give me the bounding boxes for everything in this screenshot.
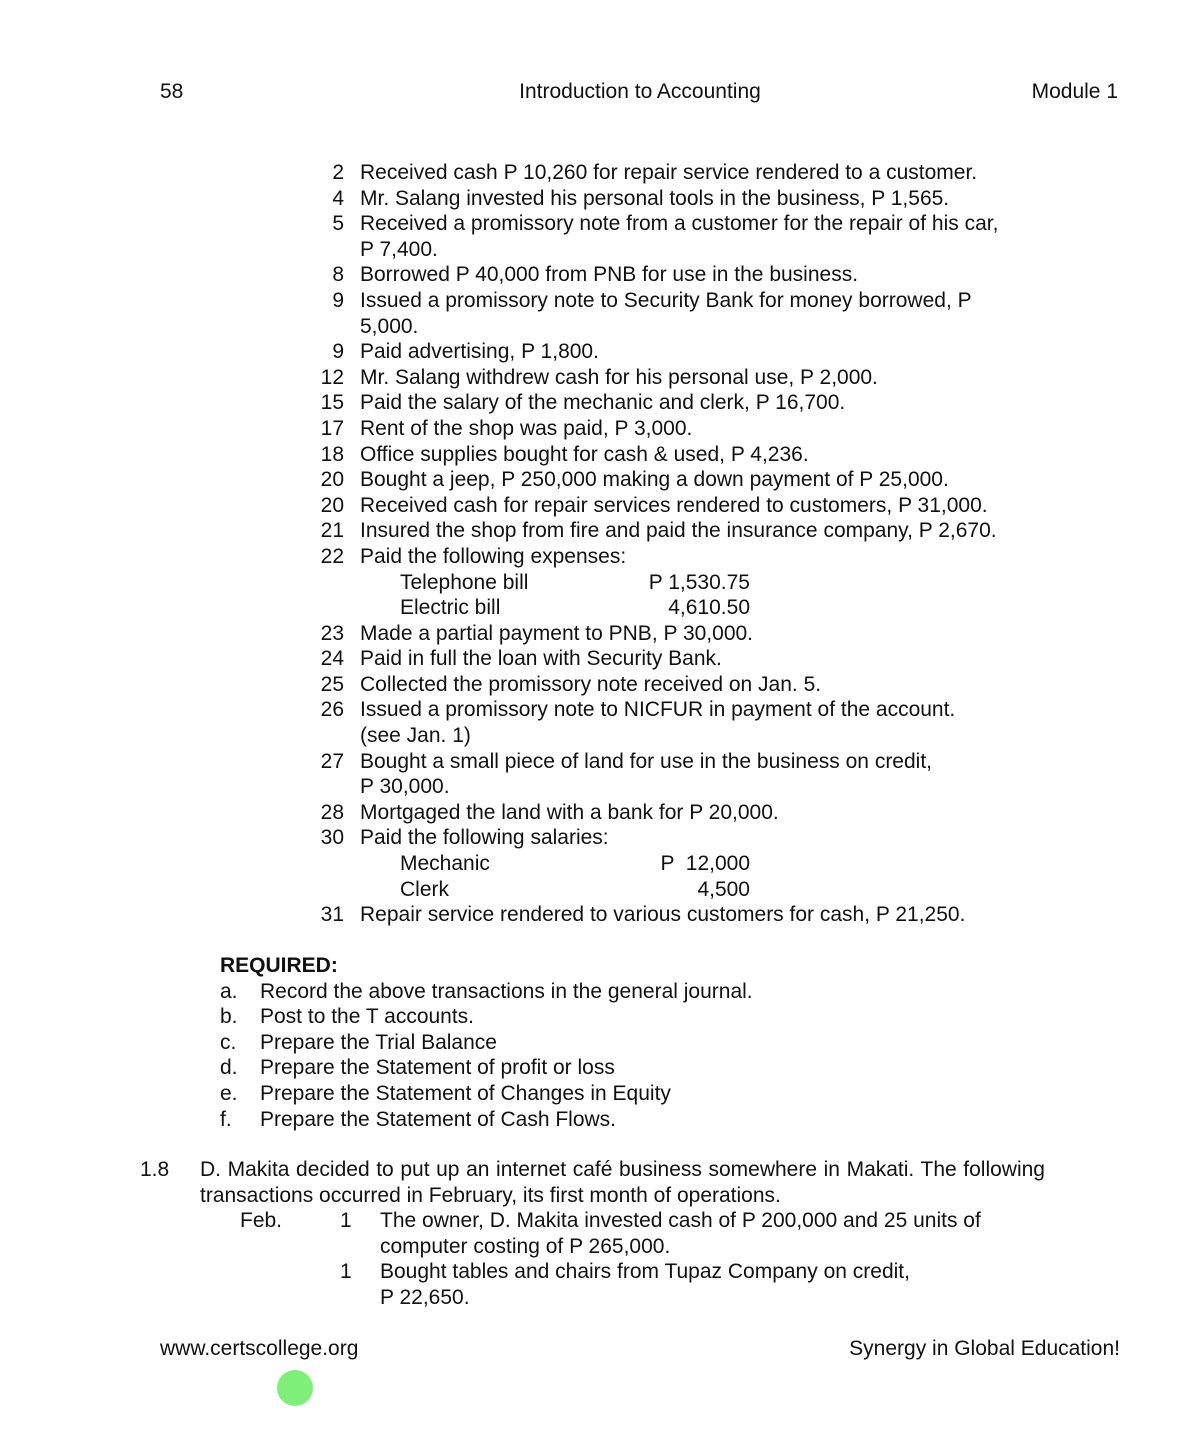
february-entries	[140, 1208, 1045, 1310]
transaction-day: 15	[320, 391, 344, 415]
problem-1-8	[140, 1157, 1045, 1311]
transaction-day: 20	[320, 493, 344, 517]
transaction-text: P 30,000.	[360, 775, 450, 799]
required-marker: b.	[220, 1005, 238, 1029]
expense-line	[400, 570, 1078, 596]
transaction-text: Issued a promissory note to NICFUR in payment of the account.	[360, 698, 956, 722]
entry-month: Feb.	[240, 1209, 283, 1233]
required-marker: d.	[220, 1056, 238, 1080]
page-number: 58	[160, 80, 184, 103]
entry-month	[240, 1234, 340, 1260]
entry-day: 1	[340, 1260, 352, 1284]
transaction-text: Rent of the shop was paid, P 3,000.	[360, 416, 693, 440]
transaction-day: 25	[320, 672, 344, 696]
transaction-text: Received a promissory note from a customer for the repair of his car,	[360, 212, 999, 236]
transaction-row	[318, 416, 1078, 442]
feb-entry-row	[140, 1259, 1045, 1285]
expense-amount: 4,610.50	[668, 596, 750, 620]
transaction-text: Paid in full the loan with Security Bank.	[360, 647, 722, 671]
transaction-row	[318, 723, 1078, 749]
transaction-row	[318, 825, 1078, 851]
problem-text: D. Makita decided to put up an internet café business somewhere in Makati. The following transactions occurred in February, its first month of operations.	[200, 1158, 1045, 1207]
transaction-row	[318, 390, 1078, 416]
transaction-text: 5,000.	[360, 314, 419, 338]
entry-day	[340, 1285, 380, 1311]
required-marker: c.	[220, 1030, 237, 1054]
transaction-day: 9	[332, 288, 344, 312]
transaction-text: Mr. Salang invested his personal tools in the business, P 1,565.	[360, 186, 950, 210]
transaction-day: 22	[320, 544, 344, 568]
entry-text: The owner, D. Makita invested cash of P 200,000 and 25 units of	[380, 1209, 981, 1233]
entry-day	[340, 1234, 380, 1260]
required-item	[220, 1030, 1120, 1056]
transaction-row	[318, 672, 1078, 698]
entry-month	[240, 1285, 340, 1311]
transaction-text: Made a partial payment to PNB, P 30,000.	[360, 621, 754, 645]
transaction-row	[318, 774, 1078, 800]
transaction-text: Received cash for repair services rendered to customers, P 31,000.	[360, 493, 988, 517]
entry-text: P 22,650.	[380, 1285, 470, 1309]
entry-text: computer costing of P 265,000.	[380, 1234, 671, 1258]
transaction-day: 9	[332, 340, 344, 364]
transaction-row	[318, 186, 1078, 212]
transaction-text: Repair service rendered to various customers for cash, P 21,250.	[360, 903, 966, 927]
expense-line	[400, 595, 1078, 621]
required-heading: REQUIRED:	[220, 954, 338, 977]
module-label: Module 1	[1031, 80, 1118, 103]
transaction-day	[318, 237, 344, 263]
required-marker: f.	[220, 1107, 232, 1131]
green-marker-dot	[277, 1370, 313, 1406]
required-text: Prepare the Statement of Changes in Equity	[260, 1081, 671, 1105]
transaction-text: Received cash P 10,260 for repair service rendered to a customer.	[360, 161, 978, 184]
expense-amount: 4,500	[697, 877, 750, 901]
entry-text: Bought tables and chairs from Tupaz Company on credit,	[380, 1260, 910, 1284]
transaction-text: Paid the salary of the mechanic and clerk, P 16,700.	[360, 391, 846, 415]
transaction-text: Office supplies bought for cash & used, P 4,236.	[360, 442, 809, 466]
required-text: Prepare the Trial Balance	[260, 1030, 497, 1054]
entry-month	[240, 1259, 340, 1285]
transaction-row	[318, 621, 1078, 647]
required-item	[220, 979, 1120, 1005]
transaction-row	[318, 314, 1078, 340]
expense-name: Telephone bill	[400, 570, 529, 594]
transaction-day: 31	[320, 903, 344, 927]
required-text: Post to the T accounts.	[260, 1005, 475, 1029]
expense-name: Mechanic	[400, 852, 490, 876]
transaction-row	[318, 646, 1078, 672]
transaction-day: 2	[332, 161, 344, 184]
required-text: Prepare the Statement of profit or loss	[260, 1056, 615, 1080]
transaction-day: 24	[320, 647, 344, 671]
transaction-day: 21	[320, 519, 344, 543]
expense-line	[400, 877, 1078, 903]
transaction-text: Bought a small piece of land for use in the business on credit,	[360, 749, 933, 773]
expense-line	[400, 851, 1078, 877]
required-item	[220, 1107, 1120, 1133]
expense-name: Clerk	[400, 877, 450, 901]
transaction-text: Borrowed P 40,000 from PNB for use in the business.	[360, 263, 859, 287]
transaction-day: 30	[320, 826, 344, 850]
expense-amount: P 12,000	[660, 852, 750, 876]
required-marker: a.	[220, 979, 238, 1003]
transaction-row	[318, 262, 1078, 288]
footer-url[interactable]: www.certscollege.org	[160, 1337, 359, 1360]
required-text: Prepare the Statement of Cash Flows.	[260, 1107, 617, 1131]
transaction-day: 12	[320, 365, 344, 389]
transaction-text: Paid the following salaries:	[360, 826, 609, 850]
transaction-day	[318, 723, 344, 749]
page-title: Introduction to Accounting	[519, 80, 761, 103]
required-text: Record the above transactions in the general journal.	[260, 979, 753, 1003]
transaction-row	[318, 160, 1078, 186]
feb-entry-row	[140, 1285, 1045, 1311]
transaction-day: 4	[332, 186, 344, 210]
required-marker: e.	[220, 1081, 238, 1105]
transaction-row	[318, 493, 1078, 519]
transaction-day: 17	[320, 416, 344, 440]
transaction-day: 27	[320, 749, 344, 773]
transaction-row	[318, 288, 1078, 314]
transaction-text: Mr. Salang withdrew cash for his personal use, P 2,000.	[360, 365, 878, 389]
transaction-day: 5	[332, 212, 344, 236]
footer-tagline: Synergy in Global Education!	[849, 1337, 1120, 1360]
transaction-text: Paid the following expenses:	[360, 544, 627, 568]
transaction-row	[318, 800, 1078, 826]
expense-amount: P 1,530.75	[648, 570, 750, 594]
transaction-row	[318, 697, 1078, 723]
transaction-row	[318, 544, 1078, 570]
transaction-text: Issued a promissory note to Security Bank for money borrowed, P	[360, 288, 972, 312]
entry-day: 1	[340, 1209, 352, 1233]
required-item	[220, 1004, 1120, 1030]
transaction-day: 26	[320, 698, 344, 722]
transaction-day	[318, 774, 344, 800]
required-section	[220, 953, 1120, 1132]
transaction-row	[318, 365, 1078, 391]
transaction-day	[318, 314, 344, 340]
transaction-text: P 7,400.	[360, 237, 438, 261]
transaction-day: 18	[320, 442, 344, 466]
transaction-row	[318, 339, 1078, 365]
transaction-day: 20	[320, 468, 344, 492]
transaction-list	[318, 160, 1078, 928]
transaction-row	[318, 902, 1078, 928]
transaction-text: Insured the shop from fire and paid the insurance company, P 2,670.	[360, 519, 997, 543]
transaction-row	[318, 237, 1078, 263]
transaction-day: 28	[320, 800, 344, 824]
transaction-row	[318, 518, 1078, 544]
problem-number: 1.8	[140, 1158, 170, 1181]
transaction-text: Paid advertising, P 1,800.	[360, 340, 599, 364]
required-item	[220, 1055, 1120, 1081]
feb-entry-row	[140, 1234, 1045, 1260]
required-item	[220, 1081, 1120, 1107]
transaction-row	[318, 749, 1078, 775]
transaction-row	[318, 442, 1078, 468]
expense-name: Electric bill	[400, 596, 501, 620]
transaction-text: Bought a jeep, P 250,000 making a down payment of P 25,000.	[360, 468, 949, 492]
transaction-row	[318, 211, 1078, 237]
transaction-text: (see Jan. 1)	[360, 724, 471, 748]
transaction-day: 23	[320, 621, 344, 645]
transaction-text: Collected the promissory note received on Jan. 5.	[360, 672, 822, 696]
transaction-row	[318, 467, 1078, 493]
transaction-text: Mortgaged the land with a bank for P 20,000.	[360, 800, 779, 824]
transaction-day: 8	[332, 263, 344, 287]
feb-entry-row	[140, 1208, 1045, 1234]
